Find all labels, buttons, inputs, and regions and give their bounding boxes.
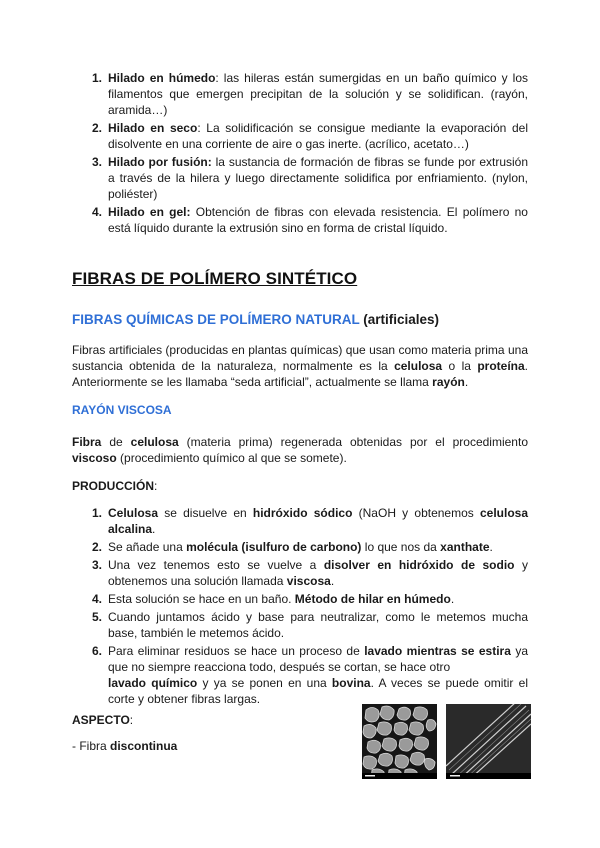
text: : [129, 713, 134, 727]
bold-text: lavado mientras se estira [364, 644, 511, 658]
subsection-heading-suffix: (artificiales) [359, 312, 440, 327]
list-item [72, 70, 528, 118]
rayon-definition [72, 434, 528, 466]
text: (materia prima) regenerada obtenidas por el procedimiento [178, 435, 528, 449]
subsection-heading-blue: FIBRAS QUÍMICAS DE POLÍMERO NATURAL [72, 312, 360, 327]
micrograph-longitudinal-svg [446, 704, 531, 779]
production-steps-list [72, 505, 528, 709]
list-item [72, 557, 528, 589]
method-text: : las hileras están sumergidas en un baño químico y los filamentos que emergen precipitan de la solución y se solidifican. (rayón, aramida…) [108, 71, 528, 117]
text: ya que no siempre reacciona todo, después se cortan, se hace otro [108, 644, 528, 674]
text: . [450, 592, 455, 606]
text: . A veces se puede omitir el corte y obtener fibras largas. [108, 676, 528, 706]
bold-text: Método de hilar en húmedo [294, 592, 451, 606]
text: . [489, 540, 493, 554]
list-number: 2. [92, 540, 103, 554]
method-title: Hilado en gel: [108, 205, 191, 219]
method-text: : La solidificación se consigue mediante la evaporación del disolvente en una corriente de aire o gas inerte. (acrílico, acetato…) [108, 121, 528, 151]
list-item [72, 204, 528, 236]
text: de [101, 435, 131, 449]
text: o la [442, 359, 478, 373]
text: (NaOH y obtenemos [352, 506, 480, 520]
bold-text: Fibra [72, 435, 102, 449]
list-number: 2. [92, 121, 103, 135]
bold-text: celulosa [130, 435, 179, 449]
list-item [72, 591, 528, 607]
bold-text: Celulosa [108, 506, 159, 520]
micrograph-cross-section-image [362, 704, 437, 779]
list-item [72, 609, 528, 641]
bold-text: molécula (isulfuro de carbono) [186, 540, 362, 554]
method-title: Hilado en seco [108, 121, 198, 135]
fibra-bullet [72, 738, 177, 754]
micrograph-longitudinal-image [446, 704, 531, 779]
rayon-heading: RAYÓN VISCOSA [72, 403, 172, 417]
method-title: Hilado en húmedo [108, 71, 216, 85]
intro-paragraph [72, 342, 528, 390]
text: Se añade una [108, 540, 187, 554]
method-text: Obtención de fibras con elevada resistencia. El polímero no está líquido durante la extrusión sino en forma de cristal líquido. [108, 205, 528, 235]
list-number: 3. [92, 155, 103, 169]
bold-text: bovina [331, 676, 371, 690]
text: Esta solución se hace en un baño. [108, 592, 295, 606]
subsection-heading [72, 312, 439, 328]
bold-text: lavado químico [108, 676, 198, 690]
spinning-methods-list [72, 70, 528, 238]
list-item [72, 154, 528, 202]
list-number: 6. [92, 644, 103, 658]
text: . [152, 522, 156, 536]
text: lo que nos da [361, 540, 441, 554]
list-number: 1. [92, 506, 103, 520]
text: . [464, 375, 469, 389]
list-item [72, 120, 528, 152]
text: : [154, 479, 158, 493]
bold-text: viscoso [72, 451, 117, 465]
bold-text: celulosa [394, 359, 443, 373]
text: Fibras artificiales (producidas en plantas químicas) que usan como materia prima una sustancia obtenida de la naturaleza, normalmente es la [72, 343, 528, 373]
text: Para eliminar residuos se hace un proceso de [108, 644, 365, 658]
bold-text: xanthate [440, 540, 490, 554]
bold-text: hidróxido sódico [252, 506, 353, 520]
aspecto-label [72, 712, 133, 728]
method-text: la sustancia de formación de fibras se funde por extrusión a través de la hilera y luego directamente solidifica por enfriamiento. (nylon, poliéster) [108, 155, 529, 201]
list-item [72, 505, 528, 537]
list-number: 3. [92, 558, 103, 572]
text: Una vez tenemos esto se vuelve a [108, 558, 324, 572]
bold-text: disolver en hidróxido de sodio [323, 558, 515, 572]
list-number: 4. [92, 592, 103, 606]
text: y ya se ponen en una [197, 676, 332, 690]
bold-text: ASPECTO [72, 713, 130, 727]
list-item [72, 539, 528, 555]
text: . Anteriormente se les llamaba “seda artificial”, actualmente se llama [72, 359, 529, 389]
bold-text: rayón [432, 375, 465, 389]
text: se disuelve en [158, 506, 253, 520]
bold-text: discontinua [110, 739, 178, 753]
text: (procedimiento químico al que se somete). [116, 451, 347, 465]
section-heading: FIBRAS DE POLÍMERO SINTÉTICO [72, 269, 358, 288]
produccion-label [72, 478, 157, 494]
bold-text: proteína [477, 359, 525, 373]
micrograph-cross-section-svg [362, 704, 437, 779]
text: . [330, 574, 335, 588]
list-number: 4. [92, 205, 103, 219]
method-title: Hilado por fusión: [108, 155, 212, 169]
text: Cuando juntamos ácido y base para neutralizar, como le metemos mucha base, también le metemos ácido. [108, 610, 528, 640]
text: y obtenemos una solución llamada [108, 558, 528, 588]
list-number: 5. [92, 610, 103, 624]
bold-text: PRODUCCIÓN [72, 479, 155, 493]
bold-text: viscosa [286, 574, 331, 588]
list-item [72, 643, 528, 707]
bold-text: celulosa alcalina [108, 506, 528, 536]
text: - Fibra [72, 739, 111, 753]
list-number: 1. [92, 71, 103, 85]
